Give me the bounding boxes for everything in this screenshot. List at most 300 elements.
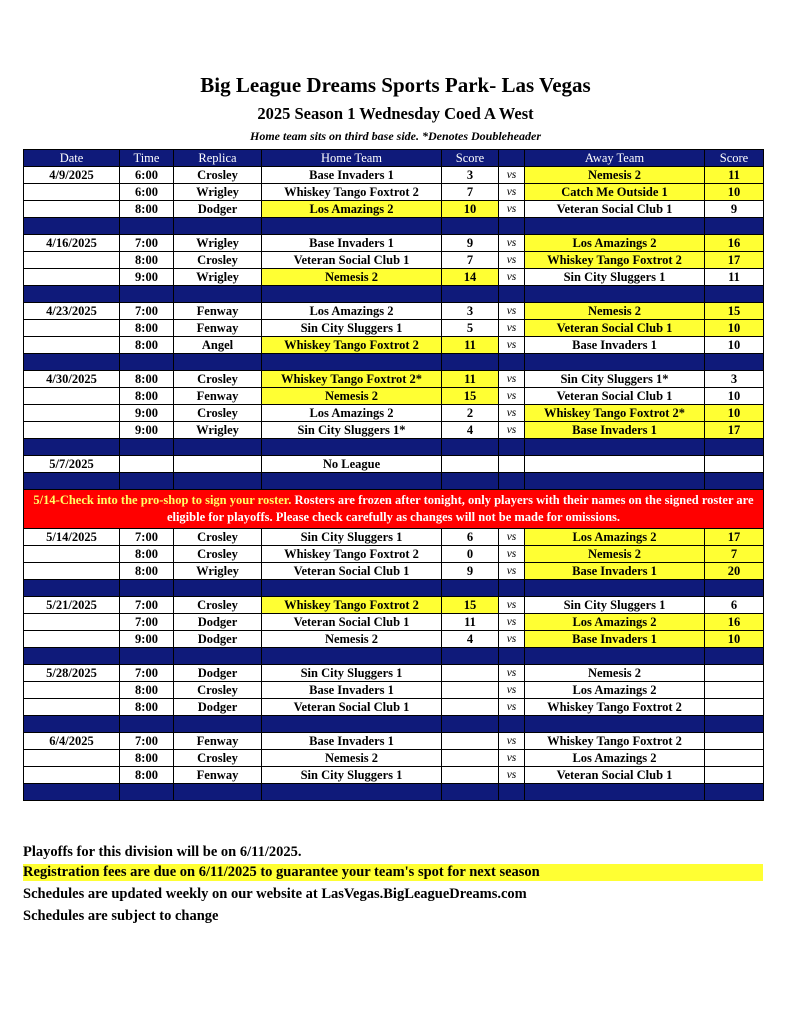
field-cell: Crosley	[174, 529, 262, 546]
time-cell: 8:00	[120, 750, 174, 767]
separator-cell	[174, 716, 262, 733]
field-cell: Crosley	[174, 167, 262, 184]
separator-cell	[24, 286, 120, 303]
home-team-cell: Base Invaders 1	[262, 235, 442, 252]
column-header-replica: Replica	[174, 150, 262, 167]
separator-cell	[262, 648, 442, 665]
time-cell: 7:00	[120, 235, 174, 252]
empty-cell	[525, 456, 705, 473]
separator-cell	[174, 648, 262, 665]
field-cell: Dodger	[174, 631, 262, 648]
home-score-cell: 3	[442, 303, 499, 320]
away-team-cell: Veteran Social Club 1	[525, 201, 705, 218]
field-cell: Crosley	[174, 750, 262, 767]
time-cell: 6:00	[120, 167, 174, 184]
column-header-vs	[499, 150, 525, 167]
vs-label: vs	[499, 665, 525, 682]
time-cell: 8:00	[120, 371, 174, 388]
home-score-cell: 11	[442, 614, 499, 631]
home-team-cell: Veteran Social Club 1	[262, 563, 442, 580]
time-cell: 8:00	[120, 563, 174, 580]
field-cell: Crosley	[174, 546, 262, 563]
separator-cell	[262, 439, 442, 456]
separator-cell	[705, 580, 764, 597]
table-row	[24, 767, 764, 784]
separator-cell	[705, 784, 764, 801]
time-cell: 8:00	[120, 767, 174, 784]
time-cell: 9:00	[120, 269, 174, 286]
home-score-cell: 0	[442, 546, 499, 563]
separator-cell	[120, 218, 174, 235]
time-cell: 8:00	[120, 699, 174, 716]
home-score-cell	[442, 665, 499, 682]
separator-cell	[262, 716, 442, 733]
home-score-cell	[442, 767, 499, 784]
home-score-cell: 4	[442, 631, 499, 648]
separator-cell	[442, 784, 499, 801]
field-cell: Crosley	[174, 682, 262, 699]
separator-cell	[262, 473, 442, 490]
away-score-cell: 10	[705, 320, 764, 337]
field-cell: Angel	[174, 337, 262, 354]
disclaimer-note: Schedules are subject to change	[23, 908, 219, 924]
time-cell: 8:00	[120, 337, 174, 354]
away-score-cell: 10	[705, 184, 764, 201]
field-cell: Dodger	[174, 614, 262, 631]
away-score-cell: 11	[705, 167, 764, 184]
separator-cell	[120, 648, 174, 665]
separator-cell	[174, 354, 262, 371]
table-row	[24, 269, 764, 286]
home-team-cell: Los Amazings 2	[262, 405, 442, 422]
vs-label: vs	[499, 235, 525, 252]
home-score-cell	[442, 733, 499, 750]
separator-cell	[24, 354, 120, 371]
week-separator-row	[24, 286, 764, 303]
away-score-cell: 10	[705, 388, 764, 405]
home-team-cell: Sin City Sluggers 1	[262, 665, 442, 682]
table-row	[24, 388, 764, 405]
column-header-home-score: Score	[442, 150, 499, 167]
home-team-cell: Veteran Social Club 1	[262, 252, 442, 269]
separator-cell	[442, 354, 499, 371]
table-row	[24, 563, 764, 580]
home-score-cell: 7	[442, 184, 499, 201]
field-cell: Fenway	[174, 303, 262, 320]
empty-cell	[705, 456, 764, 473]
away-team-cell: Los Amazings 2	[525, 682, 705, 699]
date-cell: 4/23/2025	[24, 303, 120, 320]
vs-label: vs	[499, 201, 525, 218]
date-cell	[24, 405, 120, 422]
time-cell: 7:00	[120, 597, 174, 614]
field-cell: Crosley	[174, 405, 262, 422]
time-cell: 8:00	[120, 388, 174, 405]
separator-cell	[499, 439, 525, 456]
separator-cell	[705, 473, 764, 490]
time-cell: 7:00	[120, 529, 174, 546]
field-cell: Wrigley	[174, 269, 262, 286]
vs-label: vs	[499, 767, 525, 784]
home-score-cell: 6	[442, 529, 499, 546]
home-score-cell: 15	[442, 388, 499, 405]
website-note: Schedules are updated weekly on our website at LasVegas.BigLeagueDreams.com	[23, 886, 527, 902]
column-header-away-team: Away Team	[525, 150, 705, 167]
away-score-cell: 7	[705, 546, 764, 563]
away-score-cell: 11	[705, 269, 764, 286]
separator-cell	[525, 580, 705, 597]
home-team-cell: Base Invaders 1	[262, 682, 442, 699]
week-separator-row	[24, 784, 764, 801]
date-cell: 4/9/2025	[24, 167, 120, 184]
date-cell: 4/30/2025	[24, 371, 120, 388]
away-team-cell: Los Amazings 2	[525, 235, 705, 252]
registration-note: Registration fees are due on 6/11/2025 to guarantee your team's spot for next season	[23, 864, 763, 881]
field-cell: Wrigley	[174, 563, 262, 580]
time-cell: 8:00	[120, 546, 174, 563]
date-cell	[24, 269, 120, 286]
empty-cell	[442, 456, 499, 473]
date-cell	[24, 337, 120, 354]
separator-cell	[24, 580, 120, 597]
field-cell: Fenway	[174, 388, 262, 405]
away-team-cell: Nemesis 2	[525, 546, 705, 563]
time-cell: 8:00	[120, 252, 174, 269]
home-team-cell: Whiskey Tango Foxtrot 2*	[262, 371, 442, 388]
home-score-cell: 5	[442, 320, 499, 337]
home-team-cell: Los Amazings 2	[262, 201, 442, 218]
time-cell: 6:00	[120, 184, 174, 201]
home-score-cell: 11	[442, 371, 499, 388]
column-header-home-team: Home Team	[262, 150, 442, 167]
home-team-cell: Sin City Sluggers 1	[262, 767, 442, 784]
vs-label: vs	[499, 699, 525, 716]
away-team-cell: Veteran Social Club 1	[525, 767, 705, 784]
table-row	[24, 320, 764, 337]
date-cell	[24, 563, 120, 580]
home-team-cell: Veteran Social Club 1	[262, 699, 442, 716]
separator-cell	[174, 218, 262, 235]
table-row	[24, 371, 764, 388]
home-score-cell: 2	[442, 405, 499, 422]
table-row	[24, 631, 764, 648]
separator-cell	[525, 439, 705, 456]
separator-cell	[262, 354, 442, 371]
week-separator-row	[24, 218, 764, 235]
separator-cell	[24, 439, 120, 456]
separator-cell	[525, 218, 705, 235]
week-separator-row	[24, 473, 764, 490]
schedule-table	[23, 149, 764, 801]
date-cell: 5/21/2025	[24, 597, 120, 614]
separator-cell	[262, 218, 442, 235]
separator-cell	[174, 580, 262, 597]
away-team-cell: Whiskey Tango Foxtrot 2*	[525, 405, 705, 422]
home-team-cell: Los Amazings 2	[262, 303, 442, 320]
away-score-cell	[705, 665, 764, 682]
home-team-cell: Whiskey Tango Foxtrot 2	[262, 546, 442, 563]
separator-cell	[174, 473, 262, 490]
column-header-time: Time	[120, 150, 174, 167]
separator-cell	[525, 286, 705, 303]
field-cell: Crosley	[174, 252, 262, 269]
separator-cell	[262, 580, 442, 597]
away-score-cell: 16	[705, 614, 764, 631]
away-score-cell: 17	[705, 422, 764, 439]
time-cell: 7:00	[120, 665, 174, 682]
separator-cell	[705, 218, 764, 235]
week-separator-row	[24, 716, 764, 733]
away-score-cell: 6	[705, 597, 764, 614]
separator-cell	[24, 648, 120, 665]
date-cell	[24, 682, 120, 699]
home-team-cell: Base Invaders 1	[262, 733, 442, 750]
away-team-cell: Catch Me Outside 1	[525, 184, 705, 201]
vs-label: vs	[499, 371, 525, 388]
table-row	[24, 733, 764, 750]
date-cell	[24, 320, 120, 337]
home-score-cell: 9	[442, 235, 499, 252]
separator-cell	[705, 286, 764, 303]
time-cell: 8:00	[120, 682, 174, 699]
header-note: Home team sits on third base side. *Denotes Doubleheader	[250, 129, 541, 143]
away-team-cell: Los Amazings 2	[525, 750, 705, 767]
vs-label: vs	[499, 614, 525, 631]
separator-cell	[499, 473, 525, 490]
separator-cell	[499, 648, 525, 665]
date-cell	[24, 614, 120, 631]
separator-cell	[705, 648, 764, 665]
table-row	[24, 665, 764, 682]
table-row	[24, 456, 764, 473]
field-cell	[174, 456, 262, 473]
separator-cell	[442, 473, 499, 490]
week-separator-row	[24, 648, 764, 665]
separator-cell	[442, 286, 499, 303]
playoffs-note: Playoffs for this division will be on 6/11/2025.	[23, 844, 302, 860]
separator-cell	[705, 716, 764, 733]
vs-label: vs	[499, 750, 525, 767]
notice-text: Rosters are frozen after tonight, only players with their names on the signed roster are eligible for playoffs. Please check carefully as changes will not be made for omissions.	[166, 493, 754, 524]
vs-label: vs	[499, 529, 525, 546]
home-team-cell: Whiskey Tango Foxtrot 2	[262, 184, 442, 201]
separator-cell	[442, 648, 499, 665]
no-league-cell: No League	[262, 456, 442, 473]
separator-cell	[525, 716, 705, 733]
field-cell: Crosley	[174, 597, 262, 614]
field-cell: Wrigley	[174, 235, 262, 252]
separator-cell	[705, 439, 764, 456]
away-team-cell: Base Invaders 1	[525, 631, 705, 648]
empty-cell	[499, 456, 525, 473]
date-cell: 6/4/2025	[24, 733, 120, 750]
field-cell: Crosley	[174, 371, 262, 388]
home-team-cell: Whiskey Tango Foxtrot 2	[262, 337, 442, 354]
vs-label: vs	[499, 388, 525, 405]
table-row	[24, 750, 764, 767]
away-score-cell: 17	[705, 252, 764, 269]
separator-cell	[120, 473, 174, 490]
away-score-cell: 15	[705, 303, 764, 320]
home-team-cell: Nemesis 2	[262, 631, 442, 648]
time-cell: 8:00	[120, 201, 174, 218]
table-row	[24, 546, 764, 563]
away-team-cell: Whiskey Tango Foxtrot 2	[525, 252, 705, 269]
home-score-cell	[442, 699, 499, 716]
date-cell	[24, 767, 120, 784]
vs-label: vs	[499, 682, 525, 699]
home-team-cell: Whiskey Tango Foxtrot 2	[262, 597, 442, 614]
date-cell	[24, 252, 120, 269]
away-score-cell	[705, 767, 764, 784]
date-cell: 4/16/2025	[24, 235, 120, 252]
away-team-cell: Veteran Social Club 1	[525, 388, 705, 405]
away-team-cell: Los Amazings 2	[525, 529, 705, 546]
home-score-cell: 15	[442, 597, 499, 614]
table-row	[24, 699, 764, 716]
date-cell	[24, 699, 120, 716]
away-score-cell: 10	[705, 631, 764, 648]
time-cell: 9:00	[120, 422, 174, 439]
separator-cell	[705, 354, 764, 371]
separator-cell	[24, 473, 120, 490]
table-row	[24, 252, 764, 269]
time-cell: 9:00	[120, 405, 174, 422]
away-team-cell: Base Invaders 1	[525, 337, 705, 354]
vs-label: vs	[499, 167, 525, 184]
roster-notice-row	[24, 490, 764, 529]
away-score-cell: 17	[705, 529, 764, 546]
home-score-cell	[442, 682, 499, 699]
separator-cell	[174, 286, 262, 303]
away-score-cell	[705, 682, 764, 699]
table-row	[24, 614, 764, 631]
time-cell: 7:00	[120, 614, 174, 631]
week-separator-row	[24, 354, 764, 371]
away-team-cell: Base Invaders 1	[525, 563, 705, 580]
table-row	[24, 337, 764, 354]
column-header-date: Date	[24, 150, 120, 167]
separator-cell	[525, 473, 705, 490]
away-team-cell: Nemesis 2	[525, 665, 705, 682]
time-cell	[120, 456, 174, 473]
away-score-cell: 3	[705, 371, 764, 388]
away-score-cell	[705, 733, 764, 750]
away-team-cell: Sin City Sluggers 1	[525, 269, 705, 286]
separator-cell	[262, 286, 442, 303]
notice-highlight: Check into the pro-shop to sign your roster.	[59, 493, 292, 507]
table-row	[24, 201, 764, 218]
home-team-cell: Veteran Social Club 1	[262, 614, 442, 631]
table-row	[24, 184, 764, 201]
away-score-cell: 10	[705, 337, 764, 354]
separator-cell	[120, 784, 174, 801]
home-score-cell: 3	[442, 167, 499, 184]
home-score-cell: 11	[442, 337, 499, 354]
away-score-cell: 16	[705, 235, 764, 252]
page-title: Big League Dreams Sports Park- Las Vegas	[200, 73, 591, 97]
vs-label: vs	[499, 252, 525, 269]
time-cell: 7:00	[120, 303, 174, 320]
separator-cell	[499, 218, 525, 235]
table-row	[24, 405, 764, 422]
date-cell	[24, 201, 120, 218]
table-row	[24, 682, 764, 699]
separator-cell	[499, 716, 525, 733]
separator-cell	[442, 716, 499, 733]
roster-notice	[24, 490, 764, 529]
vs-label: vs	[499, 563, 525, 580]
home-team-cell: Sin City Sluggers 1*	[262, 422, 442, 439]
vs-label: vs	[499, 303, 525, 320]
away-team-cell: Base Invaders 1	[525, 422, 705, 439]
vs-label: vs	[499, 733, 525, 750]
time-cell: 7:00	[120, 733, 174, 750]
away-team-cell: Los Amazings 2	[525, 614, 705, 631]
table-row	[24, 597, 764, 614]
field-cell: Fenway	[174, 320, 262, 337]
field-cell: Wrigley	[174, 422, 262, 439]
separator-cell	[174, 439, 262, 456]
separator-cell	[262, 784, 442, 801]
separator-cell	[24, 218, 120, 235]
separator-cell	[499, 784, 525, 801]
away-team-cell: Nemesis 2	[525, 303, 705, 320]
separator-cell	[525, 648, 705, 665]
separator-cell	[24, 784, 120, 801]
away-team-cell: Nemesis 2	[525, 167, 705, 184]
time-cell: 8:00	[120, 320, 174, 337]
date-cell	[24, 546, 120, 563]
week-separator-row	[24, 439, 764, 456]
away-score-cell: 20	[705, 563, 764, 580]
page-subtitle: 2025 Season 1 Wednesday Coed A West	[257, 104, 534, 123]
away-score-cell: 10	[705, 405, 764, 422]
home-team-cell: Nemesis 2	[262, 269, 442, 286]
home-score-cell: 7	[442, 252, 499, 269]
separator-cell	[120, 354, 174, 371]
separator-cell	[174, 784, 262, 801]
home-score-cell	[442, 750, 499, 767]
separator-cell	[525, 354, 705, 371]
vs-label: vs	[499, 320, 525, 337]
home-team-cell: Nemesis 2	[262, 388, 442, 405]
field-cell: Wrigley	[174, 184, 262, 201]
vs-label: vs	[499, 546, 525, 563]
vs-label: vs	[499, 597, 525, 614]
date-cell	[24, 631, 120, 648]
notice-date: 5/14-	[33, 493, 60, 507]
date-cell	[24, 388, 120, 405]
separator-cell	[24, 716, 120, 733]
table-row	[24, 529, 764, 546]
separator-cell	[499, 580, 525, 597]
home-team-cell: Sin City Sluggers 1	[262, 529, 442, 546]
away-team-cell: Veteran Social Club 1	[525, 320, 705, 337]
separator-cell	[499, 286, 525, 303]
table-row	[24, 422, 764, 439]
away-team-cell: Sin City Sluggers 1*	[525, 371, 705, 388]
vs-label: vs	[499, 405, 525, 422]
away-team-cell: Whiskey Tango Foxtrot 2	[525, 733, 705, 750]
table-row	[24, 235, 764, 252]
table-row	[24, 167, 764, 184]
week-separator-row	[24, 580, 764, 597]
field-cell: Fenway	[174, 767, 262, 784]
date-cell	[24, 422, 120, 439]
table-row	[24, 303, 764, 320]
separator-cell	[442, 439, 499, 456]
